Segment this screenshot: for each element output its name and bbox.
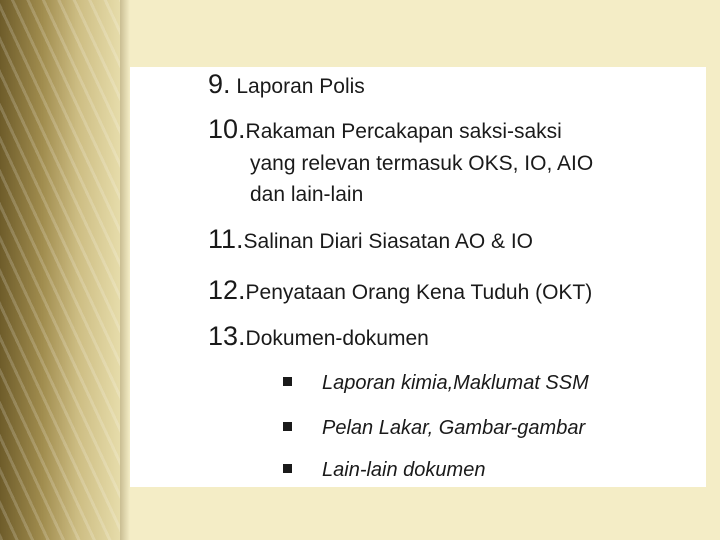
sub-list-item: Pelan Lakar, Gambar-gambar [322,417,586,439]
list-item-12 [208,275,592,306]
list-item-text: Salinan Diari Siasatan AO & IO [243,230,534,253]
list-item-11 [208,224,533,255]
list-number: 12. [208,275,246,305]
list-item-text: Laporan Polis [236,75,365,98]
sub-list-item: Lain-lain dokumen [322,459,486,481]
list-number: 9. [208,69,231,99]
list-item-10-continuation-1: yang relevan termasuk OKS, IO, AIO [250,152,594,175]
list-item-10 [208,114,562,145]
slide-content-panel [130,67,706,487]
list-number: 10. [208,114,246,144]
square-bullet-icon [283,377,292,386]
list-number: 13. [208,321,246,351]
sub-list-item: Laporan kimia,Maklumat SSM [322,372,589,394]
list-number: 11. [208,224,244,254]
list-item-9 [208,69,365,100]
list-item-text: Penyataan Orang Kena Tuduh (OKT) [245,281,593,304]
band-shadow [120,0,130,540]
list-item-text: Rakaman Percakapan saksi-saksi [245,120,562,143]
list-item-13 [208,321,429,352]
list-item-text: Dokumen-dokumen [245,327,429,350]
decorative-left-band [0,0,120,540]
square-bullet-icon [283,464,292,473]
list-item-10-continuation-2: dan lain-lain [250,183,364,206]
square-bullet-icon [283,422,292,431]
